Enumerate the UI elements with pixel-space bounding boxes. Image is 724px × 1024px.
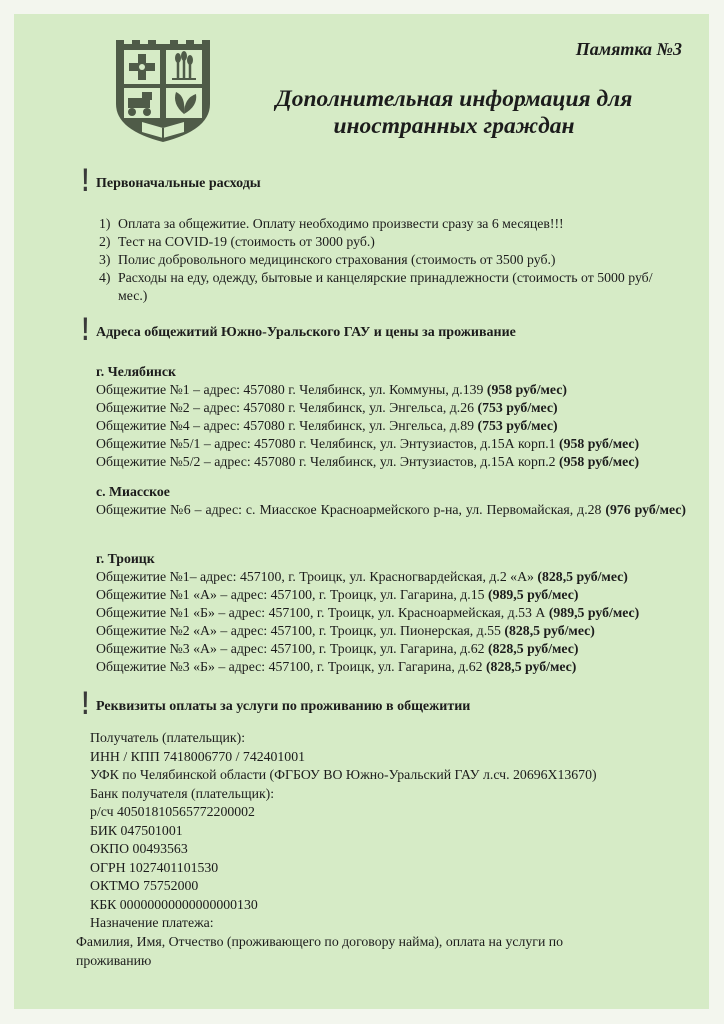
dormitory-row: Общежитие №2 «А» – адрес: 457100, г. Троицк, ул. Пионерская, д.55 (828,5 руб/мес) <box>96 623 595 638</box>
section-dormitories-header <box>80 313 700 353</box>
title-line-1: Дополнительная информация для <box>275 86 633 112</box>
payment-detail-line: р/сч 40501810565772200002 <box>90 804 255 819</box>
section-title: Реквизиты оплаты за услуги по проживанию в общежитии <box>96 699 471 714</box>
exclamation-icon: ! <box>81 162 90 198</box>
city-name: г. Челябинск <box>96 364 176 379</box>
section-title: Первоначальные расходы <box>96 176 261 191</box>
payment-detail-line: УФК по Челябинской области (ФГБОУ ВО Южно-Уральский ГАУ л.сч. 20696Х13670) <box>90 767 597 782</box>
dormitory-row: Общежитие №1– адрес: 457100, г. Троицк, ул. Красногвардейская, д.2 «А» (828,5 руб/мес) <box>96 569 628 584</box>
city-troitsk <box>96 550 696 676</box>
dormitory-row: Общежитие №1 – адрес: 457080 г. Челябинск, ул. Коммуны, д.139 (958 руб/мес) <box>96 382 567 397</box>
university-emblem-icon <box>112 34 214 144</box>
dormitory-row: Общежитие №6 – адрес: с. Миасское Красноармейского р-на, ул. Первомайская, д.28 (976 руб/мес) <box>96 502 686 517</box>
dormitory-row: Общежитие №1 «А» – адрес: 457100, г. Троицк, ул. Гагарина, д.15 (989,5 руб/мес) <box>96 587 579 602</box>
exclamation-icon: ! <box>81 685 90 721</box>
title-line-2: иностранных граждан <box>333 113 575 139</box>
dormitory-row: Общежитие №4 – адрес: 457080 г. Челябинск, ул. Энгельса, д.89 (753 руб/мес) <box>96 418 558 433</box>
payment-detail-line: КБК 00000000000000000130 <box>90 896 258 912</box>
city-chelyabinsk <box>96 363 696 471</box>
payment-detail-line: Назначение платежа: <box>90 915 214 930</box>
dormitory-row: Общежитие №5/2 – адрес: 457080 г. Челябинск, ул. Энтузиастов, д.15А корп.2 (958 руб/мес) <box>96 454 640 469</box>
city-name: г. Троицк <box>96 551 155 566</box>
payment-detail-line: ОКТМО 75752000 <box>90 878 199 893</box>
list-item: 2) Тест на COVID-19 (стоимость от 3000 руб.) <box>99 234 375 249</box>
list-item: 1) Оплата за общежитие. Оплату необходимо произвести сразу за 6 месяцев!!! <box>99 216 564 231</box>
payment-detail-line: ИНН / КПП 7418006770 / 742401001 <box>90 748 306 764</box>
payment-detail-line: ОКПО 00493563 <box>90 841 188 856</box>
dormitory-row: Общежитие №3 «Б» – адрес: 457100, г. Троицк, ул. Гагарина, д.62 (828,5 руб/мес) <box>96 659 577 674</box>
city-miasskoe <box>96 483 686 519</box>
section-title: Адреса общежитий Южно-Уральского ГАУ и цены за проживание <box>96 325 516 340</box>
document-title <box>234 86 674 140</box>
payment-detail-line: Получатель (плательщик): <box>90 730 246 745</box>
payment-detail-line: Банк получателя (плательщик): <box>90 785 275 801</box>
initial-costs-list <box>99 215 679 305</box>
dormitory-row: Общежитие №2 – адрес: 457080 г. Челябинск, ул. Энгельса, д.26 (753 руб/мес) <box>96 400 558 415</box>
exclamation-icon: ! <box>81 311 90 347</box>
dormitory-row: Общежитие №5/1 – адрес: 457080 г. Челябинск, ул. Энтузиастов, д.15А корп.1 (958 руб/мес) <box>96 436 640 451</box>
document-page <box>14 14 709 1009</box>
section-initial-costs-header <box>80 164 700 204</box>
payment-detail-line: ОГРН 1027401101530 <box>90 859 219 875</box>
dormitory-row: Общежитие №1 «Б» – адрес: 457100, г. Троицк, ул. Красноармейская, д.53 А (989,5 руб/мес) <box>96 605 640 620</box>
section-payment-details-header <box>80 687 700 727</box>
payment-purpose: Фамилия, Имя, Отчество (проживающего по договору найма), оплата на услуги по проживанию <box>76 934 564 968</box>
dormitory-row: Общежитие №3 «А» – адрес: 457100, г. Троицк, ул. Гагарина, д.62 (828,5 руб/мес) <box>96 641 579 656</box>
list-item: 4) Расходы на еду, одежду, бытовые и канцелярские принадлежности (стоимость от 5000 руб/мес.) <box>99 270 653 303</box>
list-item: 3) Полис добровольного медицинского страхования (стоимость от 3500 руб.) <box>99 252 556 267</box>
payment-details <box>90 729 680 933</box>
memo-number: Памятка №3 <box>575 39 682 59</box>
city-name: с. Миасское <box>96 484 170 499</box>
payment-detail-line: БИК 047501001 <box>90 822 183 838</box>
